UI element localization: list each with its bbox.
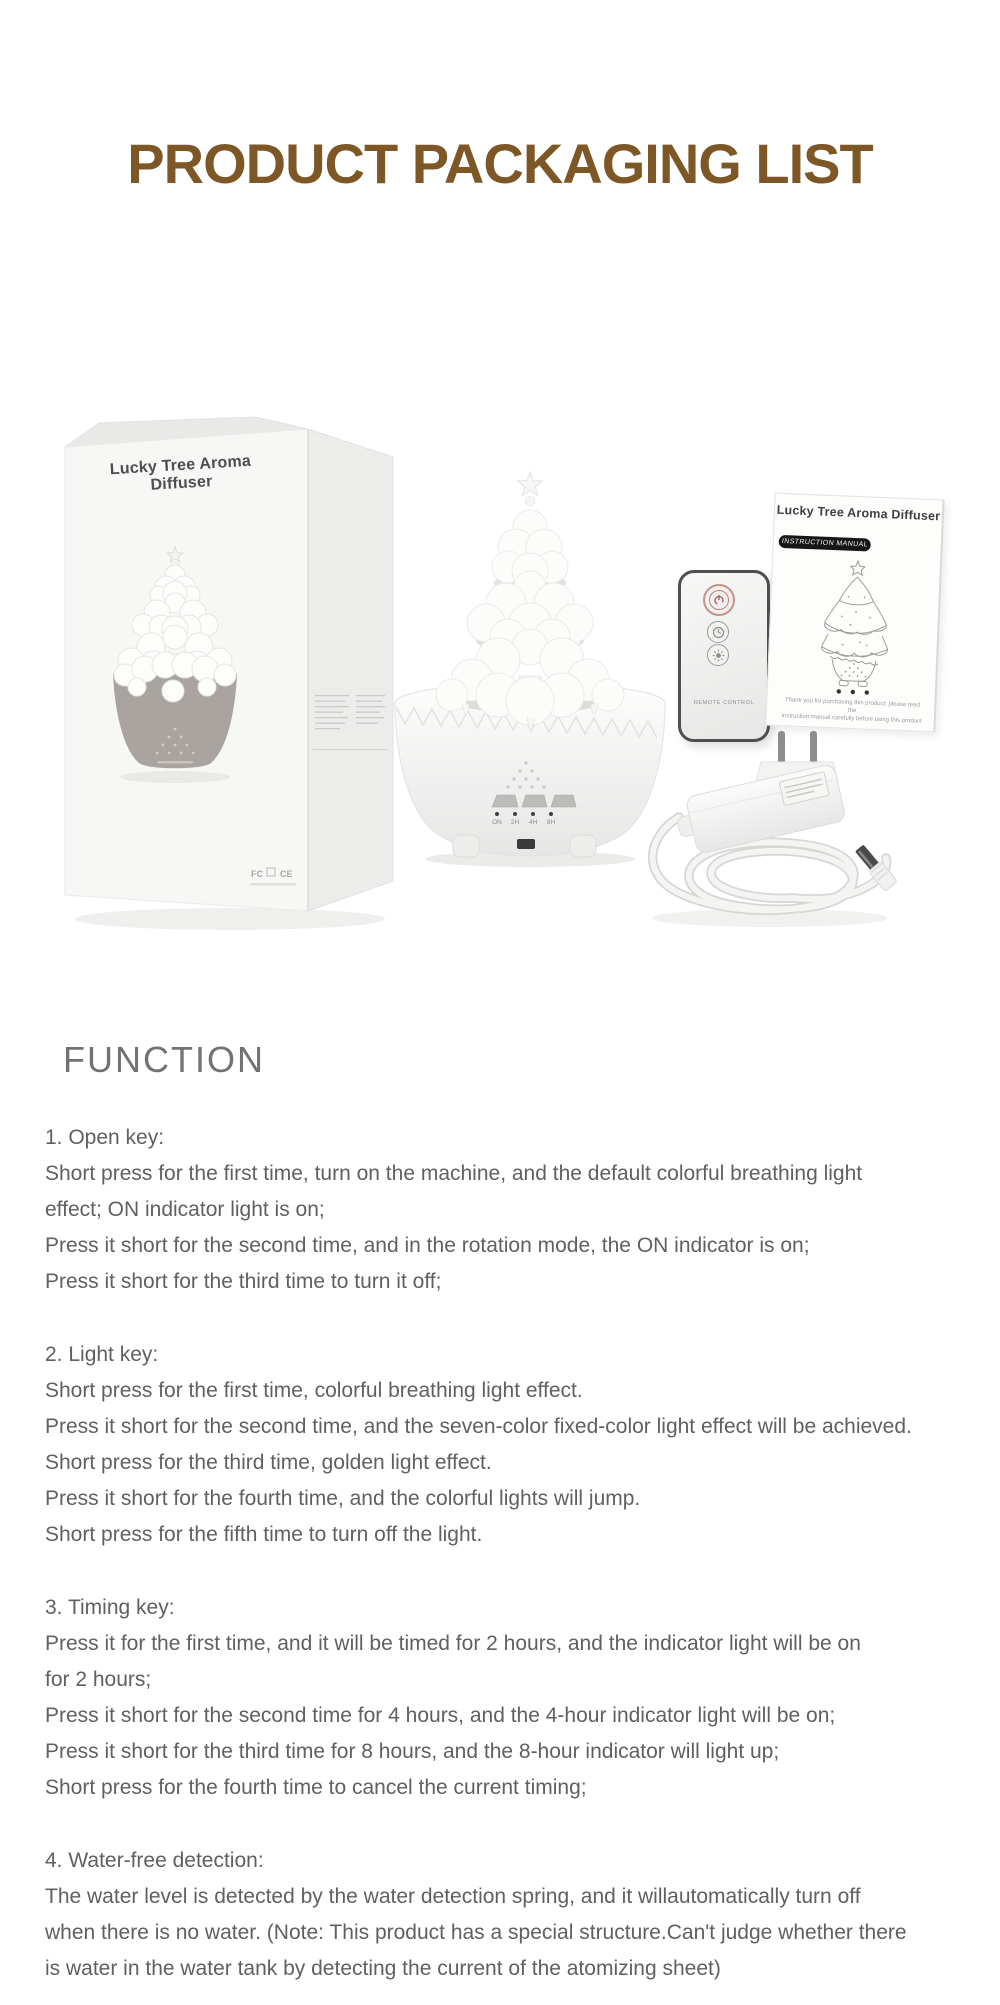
manual-banner: INSTRUCTION MANUAL — [779, 535, 871, 552]
remote-control — [678, 570, 770, 742]
manual-illustration — [793, 555, 919, 700]
function-line: The water level is detected by the water detection spring, and it willautomatically turn off — [45, 1885, 861, 1908]
function-line: Short press for the fifth time to turn off the light. — [45, 1523, 483, 1546]
function-line: Press it short for the fourth time, and the colorful lights will jump. — [45, 1487, 641, 1510]
function-section-heading: 1. Open key: — [45, 1126, 165, 1149]
function-heading: FUNCTION — [63, 1039, 265, 1080]
svg-text:CE: CE — [280, 869, 293, 879]
manual-title: Lucky Tree Aroma Diffuser — [776, 502, 941, 524]
charging-port — [517, 839, 535, 849]
star-icon — [518, 472, 543, 506]
function-section-water-free-detection — [45, 1843, 975, 1987]
function-line: effect; ON indicator light is on; — [45, 1198, 325, 1221]
function-line: Press it short for the second time, and in the rotation mode, the ON indicator is on; — [45, 1234, 810, 1257]
light-button — [707, 644, 729, 666]
function-line: Short press for the fourth time to cancel the current timing; — [45, 1776, 587, 1799]
function-line: Short press for the first time, colorful breathing light effect. — [45, 1379, 583, 1402]
indicator-label: ON — [492, 819, 502, 826]
function-section-heading: 3. Timing key: — [45, 1596, 175, 1619]
clock-icon — [712, 626, 725, 639]
function-line: when there is no water. (Note: This product has a special structure.Can't judge whether there — [45, 1921, 907, 1944]
indicator-label: 4H — [528, 819, 538, 826]
page-title: PRODUCT PACKAGING LIST — [127, 132, 873, 195]
function-line: Press it for the first time, and it will be timed for 2 hours, and the indicator light will be on — [45, 1632, 861, 1655]
function-section-heading: 2. Light key: — [45, 1343, 159, 1366]
remote-label: REMOTE CONTROL — [693, 700, 755, 706]
function-section-open-key — [45, 1120, 975, 1300]
manual-footnote: Thank you for purchasing this product, please read the instruction manual carefully before using this product — [781, 697, 922, 725]
power-button — [703, 584, 735, 616]
diffuser-buttons — [492, 795, 576, 807]
function-line: Press it short for the second time, and the seven-color fixed-color light effect will be achieved. — [45, 1415, 912, 1438]
power-icon — [713, 594, 725, 606]
tree-tiers — [436, 510, 624, 730]
star-icon — [851, 561, 866, 576]
function-section-heading: 4. Water-free detection: — [45, 1849, 264, 1872]
svg-text:FC: FC — [251, 869, 263, 879]
function-line: Press it short for the second time for 4 hours, and the 4-hour indicator light will be on; — [45, 1704, 836, 1727]
power-adapter — [635, 722, 915, 932]
adapter-plug — [673, 731, 847, 857]
function-section-timing-key — [45, 1590, 975, 1806]
instruction-manual — [765, 493, 944, 733]
light-icon — [712, 649, 725, 662]
manual-bullets — [837, 689, 870, 695]
function-line: Press it short for the third time for 8 hours, and the 8-hour indicator will light up; — [45, 1740, 780, 1763]
timer-button — [707, 621, 729, 643]
indicator-label: 2H — [510, 819, 520, 826]
function-line: is water in the water tank by detecting the current of the atomizing sheet) — [45, 1957, 721, 1980]
packaging-photo — [0, 0, 1000, 1000]
indicator-label: 8H — [546, 819, 556, 826]
function-block — [45, 1038, 975, 1987]
function-line: Short press for the third time, golden light effect. — [45, 1451, 492, 1474]
function-line: Short press for the first time, turn on the machine, and the default colorful breathing light — [45, 1162, 863, 1185]
function-line: Press it short for the third time to turn it off; — [45, 1270, 442, 1293]
function-line: for 2 hours; — [45, 1668, 152, 1691]
box-title: Lucky Tree Aroma Diffuser — [109, 452, 252, 494]
function-section-light-key — [45, 1337, 975, 1553]
product-box — [55, 413, 400, 935]
